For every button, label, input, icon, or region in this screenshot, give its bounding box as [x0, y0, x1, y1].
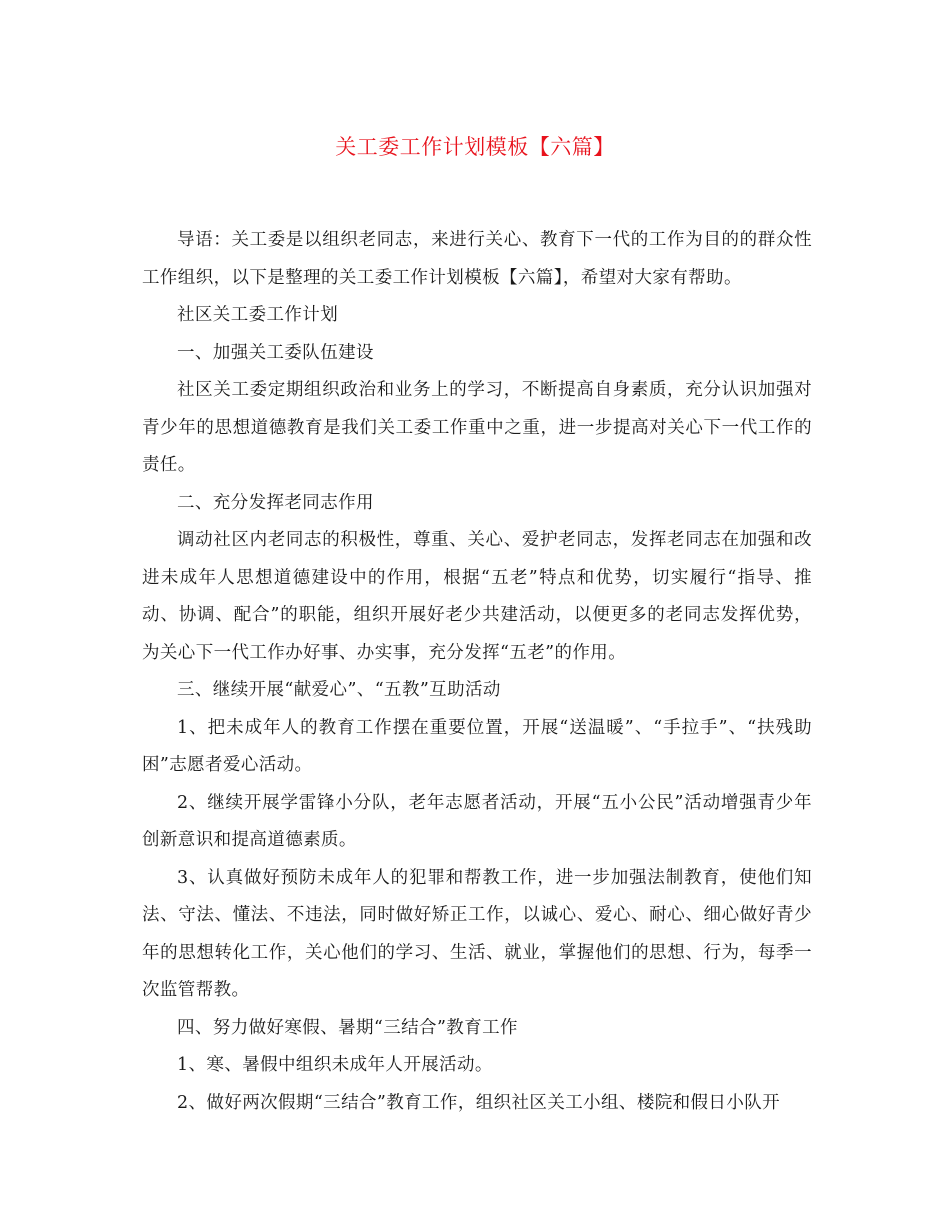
body-paragraph: 调动社区内老同志的积极性，尊重、关心、爱护老同志，发挥老同志在加强和改进未成年人思想道德建设中的作用，根据“五老”特点和优势，切实履行“指导、推动、协调、配合”的职能，组织开展好老少共建活动，以便更多的老同志发挥优势，为关心下一代工作办好事、办实事，充分发挥“五老”的作用。 [142, 530, 812, 663]
list-item: 2、继续开展学雷锋小分队，老年志愿者活动，开展“五小公民”活动增强青少年创新意识和提高道德素质。 [142, 792, 812, 850]
body-paragraph: 社区关工委定期组织政治和业务上的学习，不断提高自身素质，充分认识加强对青少年的思想道德教育是我们关工委工作重中之重，进一步提高对关心下一代工作的责任。 [142, 380, 812, 475]
section-heading-3: 三、继续开展“献爱心”、“五教”互助活动 [177, 680, 501, 700]
document-body [142, 222, 812, 1122]
document-title: 关工委工作计划模板【六篇】 [335, 135, 615, 159]
list-item: 2、做好两次假期“三结合”教育工作，组织社区关工小组、楼院和假日小队开 [177, 1092, 781, 1113]
intro-paragraph: 导语：关工委是以组织老同志，来进行关心、教育下一代的工作为目的的群众性工作组织，以下是整理的关工委工作计划模板【六篇】，希望对大家有帮助。 [142, 230, 812, 288]
section-heading-4: 四、努力做好寒假、暑期“三结合”教育工作 [177, 1017, 518, 1038]
list-item: 1、寒、暑假中组织未成年人开展活动。 [177, 1055, 493, 1075]
list-item: 3、认真做好预防未成年人的犯罪和帮教工作，进一步加强法制教育，使他们知法、守法、懂法、不违法，同时做好矫正工作，以诚心、爱心、耐心、细心做好青少年的思想转化工作，关心他们的学习、生活、就业，掌握他们的思想、行为，每季一次监管帮教。 [142, 867, 812, 1000]
section-heading-2: 二、充分发挥老同志作用 [177, 492, 374, 513]
list-item: 1、把未成年人的教育工作摆在重要位置，开展“送温暖”、“手拉手”、“扶残助困”志愿者爱心活动。 [142, 717, 812, 775]
section-heading-community-plan: 社区关工委工作计划 [177, 305, 339, 325]
section-heading-1: 一、加强关工委队伍建设 [177, 342, 374, 363]
